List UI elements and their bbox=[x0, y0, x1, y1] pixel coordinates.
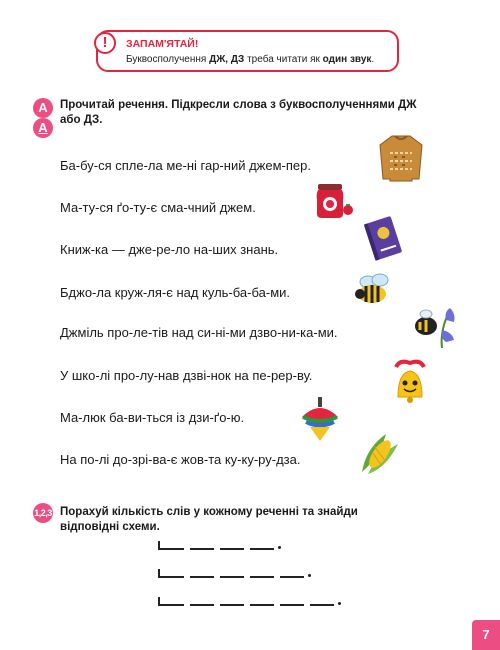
scheme-word-dash bbox=[160, 576, 184, 578]
bumblebee-bluebell-icon bbox=[412, 302, 462, 350]
scheme-word-dash bbox=[250, 576, 274, 578]
spinning-top-icon bbox=[298, 395, 342, 445]
scheme-end-dot bbox=[278, 546, 281, 549]
scheme-end-dot bbox=[308, 574, 311, 577]
scheme-word-dash bbox=[280, 576, 304, 578]
scheme-word-dash bbox=[280, 604, 304, 606]
scheme-word-dash bbox=[160, 548, 184, 550]
bee-icon bbox=[352, 272, 394, 308]
bell-icon bbox=[390, 355, 430, 405]
sentence-8: На по-лі до-зрі-ва-є жов-та ку-ку-ру-дза. bbox=[60, 452, 301, 467]
exclamation-icon: ! bbox=[94, 32, 116, 54]
scheme-word-dash bbox=[310, 604, 334, 606]
sentence-4: Бджо-ла круж-ля-є над куль-ба-ба-ми. bbox=[60, 285, 291, 300]
sentence-2: Ма-ту-ся ґо-ту-є сма-чний джем. bbox=[60, 200, 256, 215]
sentence-7: Ма-люк ба-ви-ться із дзи-ґо-ю. bbox=[60, 410, 245, 425]
rule-title: ЗАПАМ'ЯТАЙ! bbox=[126, 38, 199, 50]
scheme-word-dash bbox=[190, 576, 214, 578]
scheme-word-dash bbox=[190, 548, 214, 550]
scheme-word-dash bbox=[220, 604, 244, 606]
scheme-word-dash bbox=[220, 548, 244, 550]
sentence-6: У шко-лі про-лу-нав дзві-нок на пе-рер-ву. bbox=[60, 368, 313, 383]
scheme-word-dash bbox=[250, 548, 274, 550]
sweater-icon bbox=[378, 133, 424, 183]
sentence-5: Джміль про-ле-тів над си-ні-ми дзво-ни-ка-ми. bbox=[60, 325, 338, 340]
reading-badge-icon: A bbox=[33, 98, 53, 118]
task2-instruction: Порахуй кількість слів у кожному реченні та знайди відповідні схеми. bbox=[60, 506, 358, 533]
scheme-end-dot bbox=[338, 602, 341, 605]
sentence-3: Книж-ка — дже-ре-ло на-ших знань. bbox=[60, 242, 279, 257]
scheme-word-dash bbox=[160, 604, 184, 606]
rule-text: Буквосполучення ДЖ, ДЗ треба читати як один звук. bbox=[126, 54, 375, 65]
sentence-1: Ба-бу-ся спле-ла ме-ні гар-ний джем-пер. bbox=[60, 158, 311, 173]
task1-instruction: Прочитай речення. Підкресли слова з буквосполученнями ДЖ або ДЗ. bbox=[60, 99, 417, 126]
scheme-word-dash bbox=[190, 604, 214, 606]
rule-box bbox=[96, 30, 399, 72]
book-icon bbox=[363, 213, 405, 263]
scheme-word-dash bbox=[250, 604, 274, 606]
underline-badge-icon: A bbox=[33, 118, 53, 138]
corn-icon bbox=[356, 428, 402, 476]
jam-jar-icon bbox=[310, 180, 356, 222]
counting-badge-icon: 1,2,3 bbox=[33, 503, 53, 523]
page-number: 7 bbox=[472, 620, 500, 650]
scheme-word-dash bbox=[220, 576, 244, 578]
